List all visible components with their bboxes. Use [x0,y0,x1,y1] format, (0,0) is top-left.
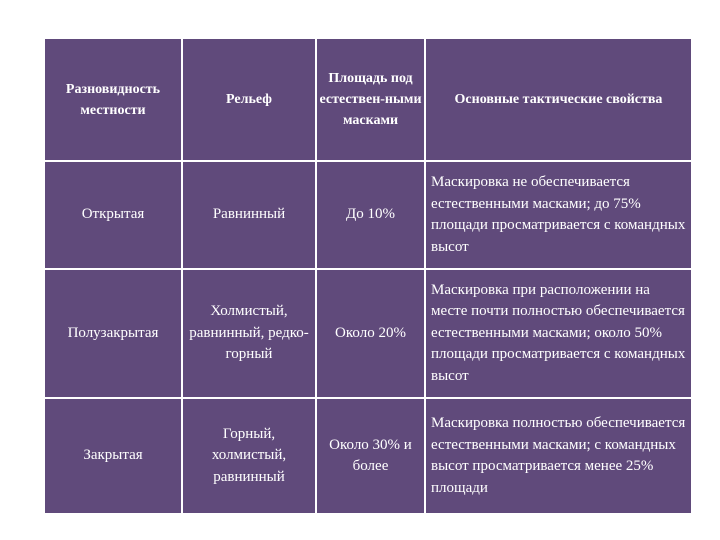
header-terrain-type: Разновидность местности [45,39,182,161]
table-header-row [45,39,691,161]
cell-terrain-type: Полузакрытая [45,269,182,398]
cell-terrain-type: Открытая [45,161,182,269]
cell-natural-mask-area: Около 30% и более [316,398,425,513]
cell-relief: Холмистый, равнинный, редко-горный [182,269,316,398]
terrain-types-table [45,39,691,513]
cell-tactical-properties: Маскировка при расположении на месте почти полностью обеспечивается естественными масками; около 50% площади просматривается с командных высот [425,269,691,398]
cell-relief: Равнинный [182,161,316,269]
cell-tactical-properties: Маскировка не обеспечивается естественными масками; до 75% площади просматривается с командных высот [425,161,691,269]
header-tactical-properties: Основные тактические свойства [425,39,691,161]
cell-natural-mask-area: До 10% [316,161,425,269]
cell-tactical-properties: Маскировка полностью обеспечивается естественными масками; с командных высот просматривается менее 25% площади [425,398,691,513]
cell-terrain-type: Закрытая [45,398,182,513]
header-relief: Рельеф [182,39,316,161]
cell-relief: Горный, холмистый, равнинный [182,398,316,513]
table-row [45,269,691,398]
header-natural-mask-area: Площадь под естествен-ными масками [316,39,425,161]
table-row [45,398,691,513]
cell-natural-mask-area: Около 20% [316,269,425,398]
table-row [45,161,691,269]
